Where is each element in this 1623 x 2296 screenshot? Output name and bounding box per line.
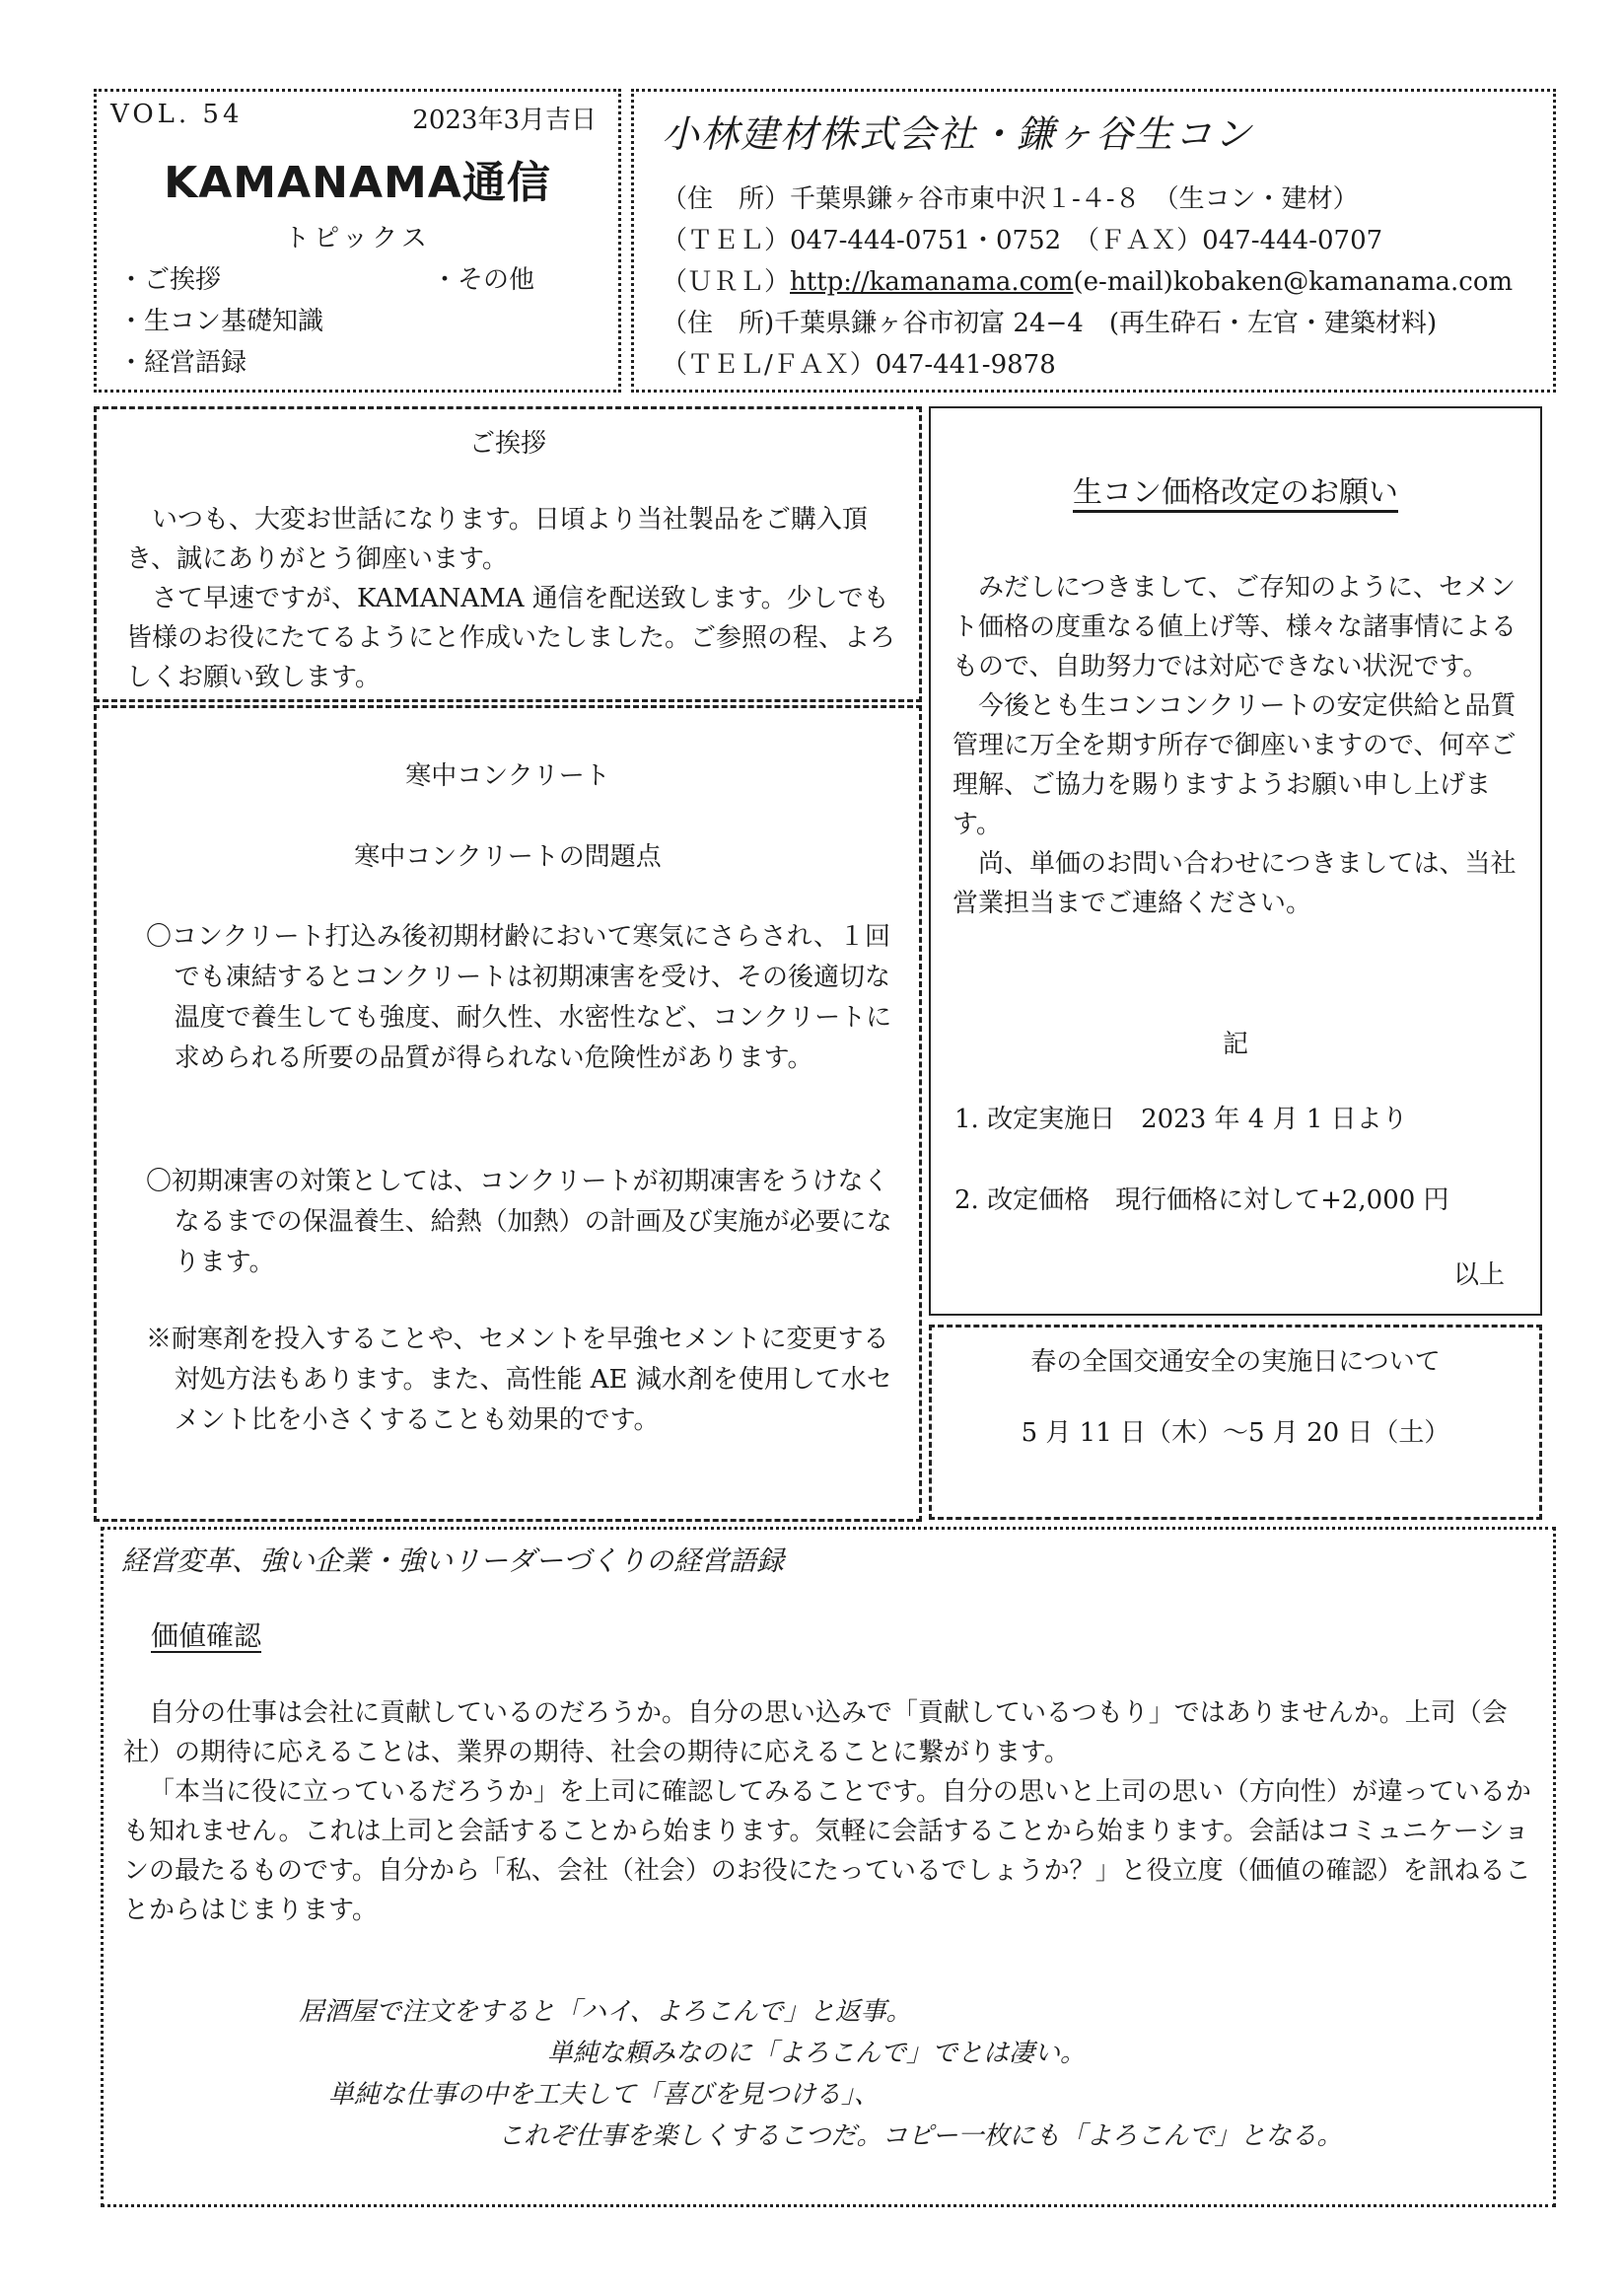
cold-concrete-note: ※耐寒剤を投入することや、セメントを早強セメントに変更する対処方法もあります。また、高性能 AE 減水剤を使用して水セメント比を小さくすることも効果的です。 <box>146 1325 892 1435</box>
poem-line: 居酒屋で注文をすると「ハイ、よろこんで」と返事。 <box>299 1997 912 2027</box>
company-info-box <box>631 89 1556 393</box>
greeting-section <box>94 406 922 702</box>
newsletter-title: KAMANAMA通信 <box>164 158 551 208</box>
price-paragraph: みだしにつきまして、ご存知のように、セメント価格の度重なる値上げ等、様々な諸事情によるもので、自助努力では対応できない状況です。 <box>953 573 1517 682</box>
cold-concrete-heading: 寒中コンクリート <box>405 761 610 791</box>
newsletter-header <box>94 89 621 393</box>
topic-item: ・ご挨拶 <box>118 265 222 295</box>
poem-line: 単純な頼みなのに「よろこんで」でとは凄い。 <box>547 2039 1087 2068</box>
price-revision-heading: 生コン価格改定のお願い <box>1073 475 1398 510</box>
address-line: （住 所）千葉県鎌ヶ谷市東中沢１‑４‑８ （生コン・建材） <box>662 184 1359 214</box>
greeting-paragraph: さて早速ですが、KAMANAMA 通信を配送致します。少しでも皆様のお役にたてるようにと作成いたしました。ご参照の程、よろしくお願い致します。 <box>126 584 896 692</box>
cold-concrete-section <box>94 705 922 1522</box>
poem-line: 単純な仕事の中を工夫して「喜びを見つける」、 <box>328 2080 881 2110</box>
poem-line: これぞ仕事を楽しくするこつだ。コピー一枚にも「よろこんで」となる。 <box>498 2121 1343 2151</box>
ijou-closing: 以上 <box>1452 1260 1505 1290</box>
cold-concrete-paragraph: 〇初期凍害の対策としては、コンクリートが初期凍害をうけなくなるまでの保温養生、給熱（加熱）の計画及び実施が必要になります。 <box>146 1167 892 1277</box>
phone-fax-line: （ＴＥＬ）047‑444‑0751・0752 （ＦＡＸ）047‑444‑0707 <box>662 226 1383 255</box>
ki-marker: 記 <box>1222 1030 1248 1059</box>
traffic-safety-section <box>929 1325 1542 1520</box>
price-paragraph: 今後とも生コンコンクリートの安定供給と品質管理に万全を期す所存で御座いますので、何卒ご理解、ご協力を賜りますようお願い申し上げます。 <box>953 691 1517 839</box>
greeting-heading: ご挨拶 <box>468 429 546 459</box>
traffic-safety-heading: 春の全国交通安全の実施日について <box>1030 1347 1441 1377</box>
url-label: （ＵＲＬ） <box>662 267 791 297</box>
topics-heading: トピックス <box>284 224 431 253</box>
management-subheading: 価値確認 <box>151 1619 262 1652</box>
topic-item: ・その他 <box>432 265 535 295</box>
url-line <box>662 261 1513 298</box>
cold-concrete-subheading: 寒中コンクリートの問題点 <box>354 842 662 872</box>
issue-date: 2023年3月吉日 <box>412 106 597 135</box>
management-quotes-section <box>101 1527 1556 2207</box>
email-address: (e-mail)kobaken@kamanama.com <box>1073 267 1514 297</box>
volume-number: VOL. 54 <box>110 100 244 129</box>
greeting-paragraph: いつも、大変お世話になります。日頃より当社製品をご購入頂き、誠にありがとう御座います。 <box>126 505 868 574</box>
price-paragraph: 尚、単価のお問い合わせにつきましては、当社営業担当までご連絡ください。 <box>953 849 1517 918</box>
management-heading: 経営変革、強い企業・強いリーダーづくりの経営語録 <box>121 1544 785 1577</box>
cold-concrete-paragraph: 〇コンクリート打込み後初期材齢において寒気にさらされ、１回でも凍結するとコンクリートは初期凍害を受け、その後適切な温度で養生しても強度、耐久性、水密性など、コンクリートに求められる所要の品質が得られない危険性があります。 <box>146 922 892 1073</box>
topic-item: ・生コン基礎知識 <box>118 307 324 336</box>
second-address-line: （住 所)千葉県鎌ヶ谷市初富 24−4 (再生砕石・左官・建築材料) <box>662 309 1438 338</box>
company-name: 小林建材株式会社・鎌ヶ谷生コン <box>662 112 1254 156</box>
price-revision-notice <box>929 406 1542 1316</box>
management-paragraph: 「本当に役に立っているだろうか」を上司に確認してみることです。自分の思いと上司の思い（方向性）が違っているかも知れません。これは上司と会話することから始まります。気軽に会話することから始まります。会話はコミュニケーションの最たるものです。自分から「私、会社（社会）のお役にたっているでしょうか？」と役立度（価値の確認）を訊ねることからはじまります。 <box>123 1777 1531 1925</box>
website-link[interactable]: http://kamanama.com <box>790 267 1074 297</box>
management-paragraph: 自分の仕事は会社に貢献しているのだろうか。自分の思い込みで「貢献しているつもり」ではありませんか。上司（会社）の期待に応えることは、業界の期待、社会の期待に応えることに繋がります。 <box>123 1698 1508 1767</box>
second-phone-line: （ＴＥＬ/ＦＡＸ）047‑441‑9878 <box>662 350 1056 380</box>
traffic-safety-dates: 5 月 11 日（木）～5 月 20 日（土） <box>1021 1418 1450 1448</box>
revision-date-item: 1. 改定実施日 2023 年 4 月 1 日より <box>954 1105 1408 1134</box>
revision-price-item: 2. 改定価格 現行価格に対して+2,000 円 <box>954 1185 1449 1215</box>
topic-item: ・経営語録 <box>118 348 247 378</box>
